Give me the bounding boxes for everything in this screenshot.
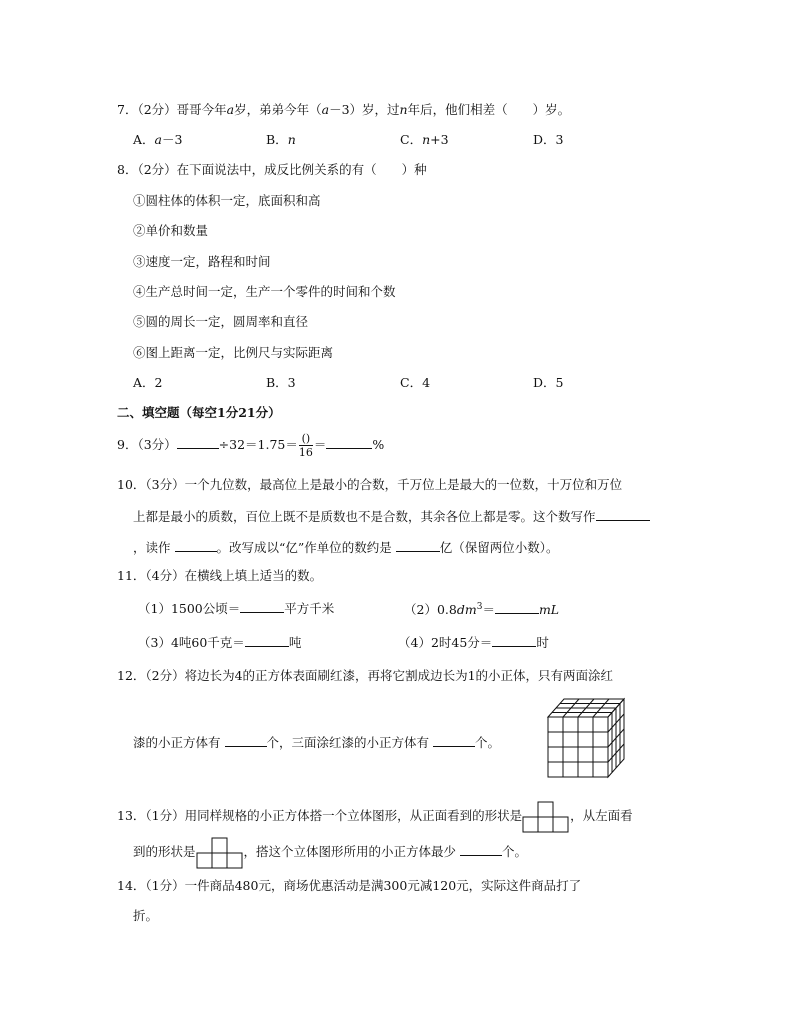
q10-blank-yi[interactable] <box>396 537 440 552</box>
q13-line-1: 13．（1分）用同样规格的小正方体搭一个立体图形，从正面看到的形状是 ，从左面看 <box>117 800 633 833</box>
q11-stem: 11．（4分）在横线上填上适当的数。 <box>117 568 323 583</box>
q12-line-1: 12．（2分）将边长为4的正方体表面刷红漆，再将它割成边长为1的小正体，只有两面涂红 <box>117 668 614 683</box>
q11-part-1: （1）1500公顷＝ 平方千米 <box>138 598 334 618</box>
q8-item: ③速度一定，路程和时间 <box>133 254 271 269</box>
q11-part-3: （3）4吨60千克＝ 吨 <box>138 632 301 652</box>
q12-line-2: 漆的小正方体有 个，三面涂红漆的小正方体有 个。 <box>133 732 500 752</box>
q10-line-2: 上都是最小的质数，百位上既不是质数也不是合数，其余各位上都是零。这个数写作 <box>133 506 650 526</box>
q9-blank-1[interactable] <box>177 434 219 449</box>
q7-stem: 7．（2分）哥哥今年a岁，弟弟今年（a－3）岁，过n年后，他们相差（ ）岁。 <box>117 102 571 117</box>
section-heading: 二、填空题（每空1分21分） <box>117 405 281 420</box>
q14-line-2: 折。 <box>133 908 159 923</box>
q8-item: ②单价和数量 <box>133 223 209 238</box>
q12-blank-1[interactable] <box>225 732 267 747</box>
q11-blank-4[interactable] <box>492 632 536 647</box>
q11-part-4: （4）2时45分＝ 时 <box>398 632 549 652</box>
front-view-shape <box>522 801 570 833</box>
cube-figure <box>546 695 626 783</box>
q8-item: ⑥图上距离一定，比例尺与实际距离 <box>133 345 334 360</box>
q12-blank-2[interactable] <box>433 732 475 747</box>
q11-blank-3[interactable] <box>245 632 289 647</box>
q7-option-b[interactable]: B．n <box>266 132 296 147</box>
q8-option-d[interactable]: D．5 <box>533 375 564 390</box>
q11-part-2: $(2)0.8dm^3=$ mL <box>404 598 559 619</box>
q7-option-a[interactable]: A．a－3 <box>133 132 183 147</box>
q10-blank-write[interactable] <box>596 506 650 521</box>
q8-item: ⑤圆的周长一定，圆周率和直径 <box>133 314 309 329</box>
q8-option-a[interactable]: A．2 <box>133 375 163 390</box>
q10-line-3: ，读作 。改写成以“亿”作单位的数约是 亿（保留两位小数）。 <box>133 537 559 557</box>
q10-blank-read[interactable] <box>175 537 217 552</box>
q7-option-c[interactable]: C．n+3 <box>400 132 449 147</box>
q14-line-1: 14．（1分）一件商品480元，商场优惠活动是满300元减120元，实际这件商品打了 <box>117 878 582 893</box>
q8-item: ④生产总时间一定，生产一个零件的时间和个数 <box>133 284 396 299</box>
left-view-shape <box>196 837 244 869</box>
q8-option-b[interactable]: B．3 <box>266 375 296 390</box>
q11-blank-2[interactable] <box>495 599 539 614</box>
q7-option-d[interactable]: D．3 <box>533 132 564 147</box>
q13-line-2: 到的形状是 ，搭这个立体图形所用的小正方体最少 个。 <box>133 836 527 869</box>
q9-blank-2[interactable] <box>326 434 372 449</box>
q9-line: 9．（3分） ÷32＝1.75＝ $\frac{()}{16}$ ＝ % <box>117 432 385 459</box>
q8-option-c[interactable]: C．4 <box>400 375 431 390</box>
q10-line-1: 10．（3分）一个九位数，最高位上是最小的合数，千万位上是最大的一位数，十万位和万位 <box>117 477 623 492</box>
q13-blank[interactable] <box>460 841 502 856</box>
q11-blank-1[interactable] <box>240 598 284 613</box>
q8-item: ①圆柱体的体积一定，底面积和高 <box>133 193 321 208</box>
q8-stem: 8．（2分）在下面说法中，成反比例关系的有（ ）种 <box>117 162 427 177</box>
q9-fraction: $\frac{()}{16}$ <box>298 432 313 459</box>
